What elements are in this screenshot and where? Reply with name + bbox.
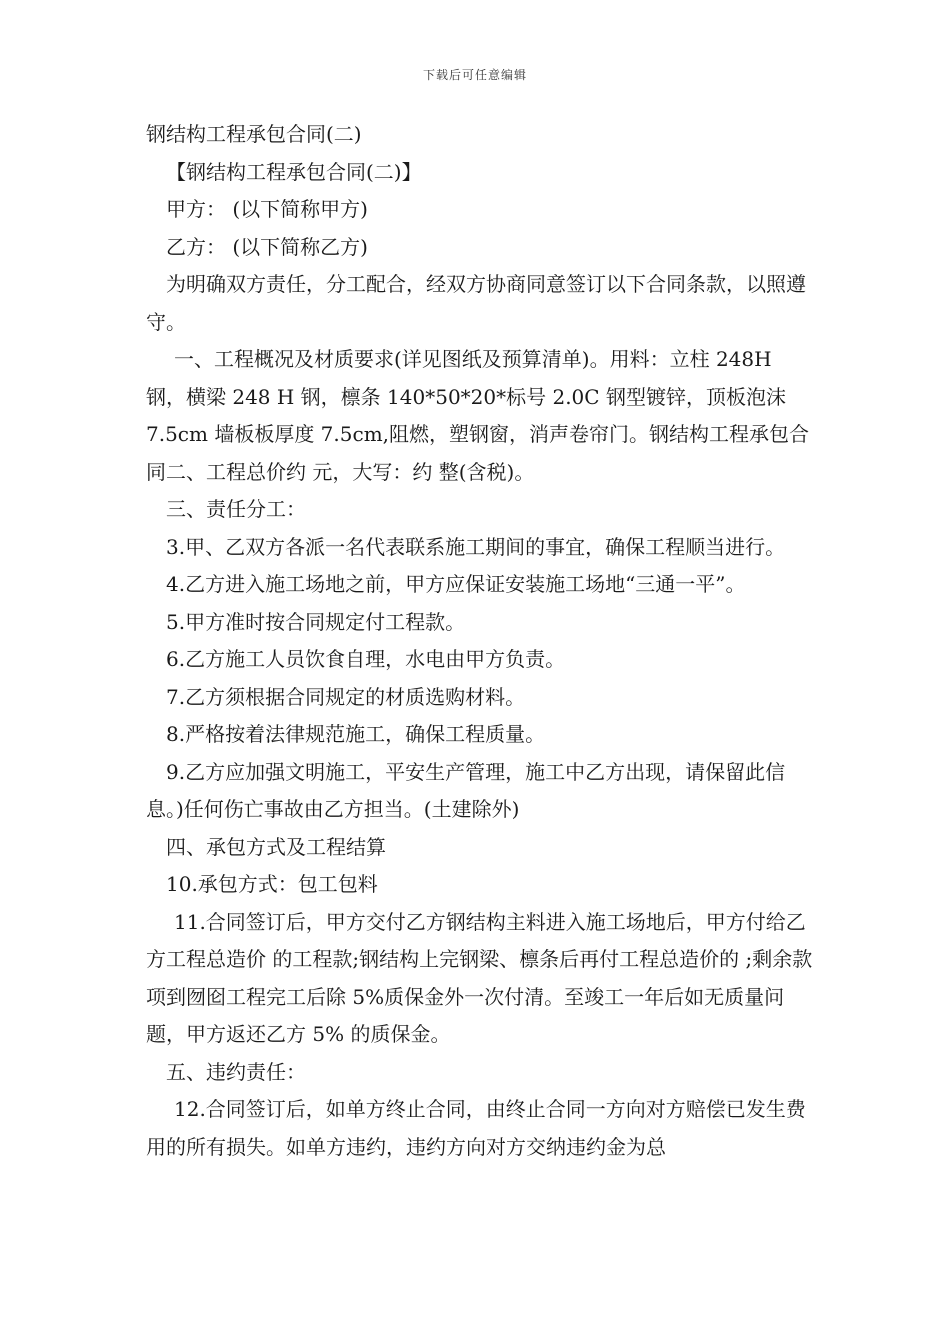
party-a-line: 甲方： (以下简称甲方) xyxy=(166,197,368,221)
document-title: 钢结构工程承包合同(二) xyxy=(146,122,362,146)
clause-11: 11.合同签订后，甲方交付乙方钢结构主料进入施工场地后，甲方付给乙方工程总造价 的工程款;钢结构上完钢梁、檩条后再付工程总造价的 ;剩余款项到囫囵工程完工后除 5%质保金外一次付清。至竣工一年后如无质量问题，甲方返还乙方 5% 的质保金。 xyxy=(146,909,813,1046)
clause-6: 6.乙方施工人员饮食自理，水电由甲方负责。 xyxy=(166,647,566,671)
clause-3: 3.甲、乙双方各派一名代表联系施工期间的事宜，确保工程顺当进行。 xyxy=(166,534,786,559)
clause-7: 7.乙方须根据合同规定的材质选购材料。 xyxy=(166,684,526,709)
clause-9: 9.乙方应加强文明施工，平安生产管理，施工中乙方出现，请保留此信息。)任何伤亡事故由乙方担当。(土建除外) xyxy=(146,759,786,821)
section-1-paragraph: 一、工程概况及材质要求(详见图纸及预算清单)。用料：立柱 248H 钢，横梁 248 H 钢，檩条 140*50*20*标号 2.0C 钢型镀锌，顶板泡沫 7.5cm 墙板板厚度 7.5cm,阻燃，塑钢窗，消声卷帘门。钢结构工程承包合同二、工程总价约 元，大写：约 整(含税)。 xyxy=(146,347,810,484)
document-subtitle: 【钢结构工程承包合同(二)】 xyxy=(166,159,422,184)
clause-5: 5.甲方准时按合同规定付工程款。 xyxy=(166,609,466,634)
section-5-heading: 五、违约责任： xyxy=(166,1059,306,1084)
intro-paragraph: 为明确双方责任，分工配合，经双方协商同意签订以下合同条款，以照遵守。 xyxy=(146,272,806,334)
section-4-heading: 四、承包方式及工程结算 xyxy=(166,834,386,859)
clause-4: 4.乙方进入施工场地之前，甲方应保证安装施工场地“三通一平”。 xyxy=(166,572,746,596)
clause-12: 12.合同签订后，如单方终止合同，由终止合同一方向对方赔偿已发生费用的所有损失。如单方违约，违约方向对方交纳违约金为总 xyxy=(146,1097,806,1159)
page-header-note: 下载后可任意编辑 xyxy=(422,68,527,82)
section-3-heading: 三、责任分工： xyxy=(166,497,306,521)
party-b-line: 乙方： (以下简称乙方) xyxy=(166,234,368,259)
clause-8: 8.严格按着法律规范施工，确保工程质量。 xyxy=(166,722,546,746)
clause-10: 10.承包方式：包工包料 xyxy=(166,872,378,896)
document-body xyxy=(146,116,814,1166)
